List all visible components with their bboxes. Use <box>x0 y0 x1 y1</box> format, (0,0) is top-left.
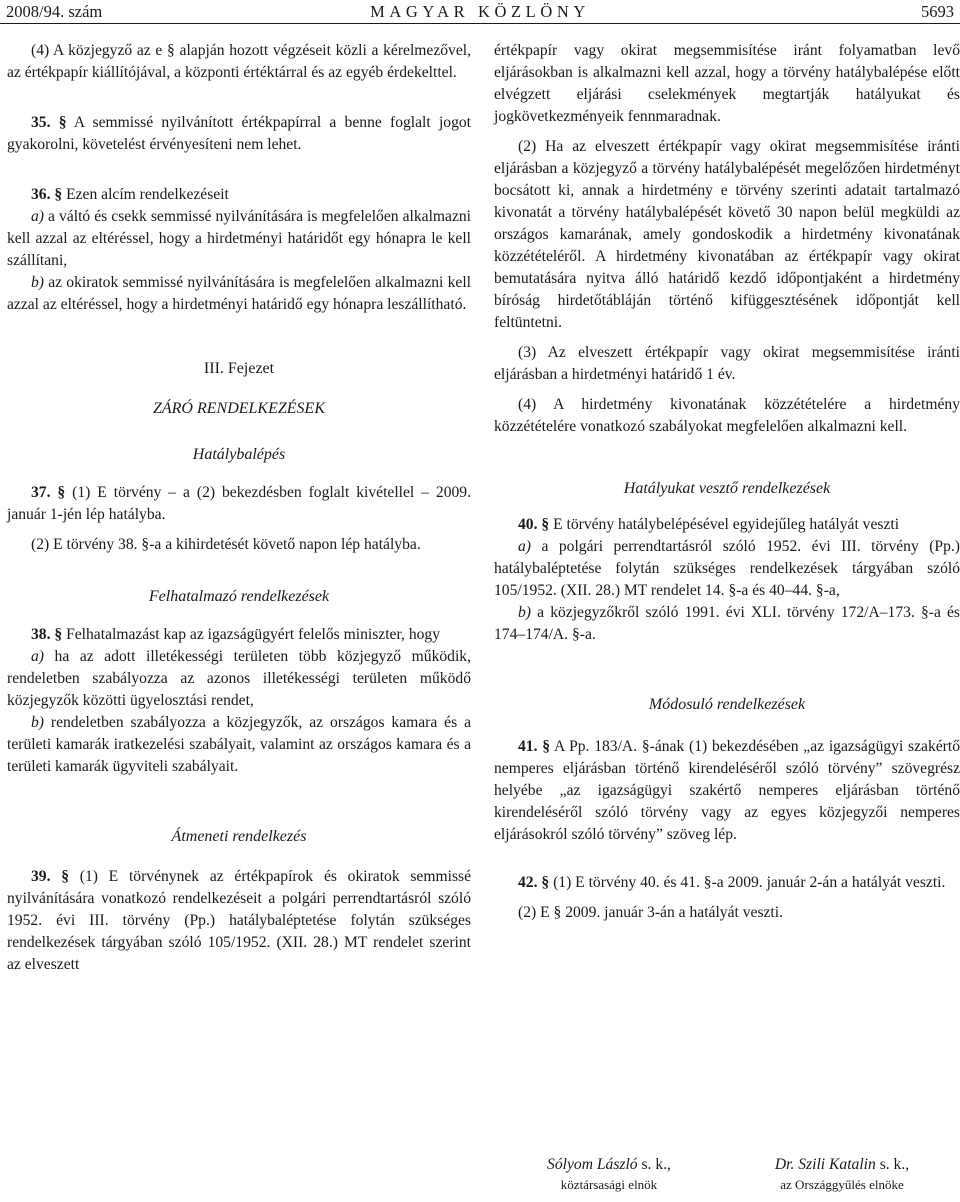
section-36 <box>7 184 471 206</box>
section-number: 38. § <box>31 626 63 643</box>
section-38 <box>7 624 471 646</box>
section-text: Ezen alcím rendelkezéseit <box>62 186 229 203</box>
issue-number: 2008/94. szám <box>6 2 103 21</box>
section-text: Felhatalmazást kap az igazságügyért felelős miniszter, hogy <box>62 626 441 643</box>
subheading-felhatalmazo: Felhatalmazó rendelkezések <box>148 588 330 605</box>
section-text: (1) E törvénynek az értékpapírok és okiratok semmissé nyilvánítására vonatkozó rendelkezéseit a polgári perrendtartásról szóló 1952. évi III. törvény (Pp.) hatálybaléptetése folytán szükséges rendelkezések tárgyában szóló 105/1952. (XII. 28.) MT rendelet szerint az elveszett <box>7 868 472 973</box>
section-37-paragraph-2: (2) E törvény 38. §-a a kihirdetését követő napon lép hatályba. <box>31 536 421 553</box>
subheading-atmeneti: Átmeneti rendelkezés <box>171 828 307 845</box>
section-number: 42. § <box>518 874 550 891</box>
signatory-suffix: s. k., <box>637 1156 671 1173</box>
section-42-paragraph-2: (2) E § 2009. január 3-án a hatályát veszti. <box>518 904 783 921</box>
subheading-hatalybalepes: Hatálybalépés <box>192 446 286 463</box>
section-39-paragraph-2: (2) Ha az elveszett értékpapír vagy okirat megsemmisítése iránti eljárásban a közjegyző a törvény hatálybalépését megelőzően hirdetményt bocsátott ki, annak a hirdetmény e törvény szerinti adatait tartalmazó kivonatát a törvény hatálybalépését követő 30 napon belül megküldi az országos kamarának, amely gondoskodik a hirdetmény kivonatának közzétételéről. A hirdetmény kivonatában az értékpapír vagy okirat bemutatására nyitva álló határidő kezdő időpontjaként a hirdetmény bíróság hirdetőtábláján történő kifüggesztésének időpontját kell feltüntetni. <box>494 138 960 331</box>
section-number: 35. § <box>31 114 67 131</box>
section-number: 39. § <box>31 868 70 885</box>
header-rule <box>0 23 960 24</box>
section-number: 36. § <box>31 186 63 203</box>
section-text: A Pp. 183/A. §-ának (1) bekezdésében „az igazságügyi szakértő nemperes eljárásban történő kirendeléséről szóló törvény” szövegrész helyébe „az igazságügyi szakértő nemperes eljárásban történő kirendeléséről szóló törvény vagy az egyes közjegyzői nemperes eljárásokról szóló törvény” szöveg lép. <box>494 738 960 843</box>
subheading-hatalyukat-veszto: Hatályukat vesztő rendelkezések <box>623 480 831 497</box>
point-letter: b) <box>518 604 531 621</box>
chapter-number: III. Fejezet <box>203 360 275 377</box>
point-text: ha az adott illetékességi területen több közjegyző működik, rendeletben szabályozza az azonos illetékességi területen működő közjegyzők közötti ügyelosztási rendet, <box>7 648 471 709</box>
section-text: E törvény hatálybelépésével egyidejűleg hatályát veszti <box>549 516 900 533</box>
section-35 <box>7 112 471 156</box>
signatory-name: Sólyom László <box>547 1156 638 1173</box>
signatory-suffix: s. k., <box>875 1156 910 1173</box>
chapter-title: ZÁRÓ RENDELKEZÉSEK <box>152 400 325 417</box>
signature-speaker <box>726 1154 958 1194</box>
section-40-point-b <box>494 602 960 646</box>
point-text: a váltó és csekk semmissé nyilvánítására is megfelelően alkalmazni kell azzal az eltéréssel, hogy a hirdetményi határidőt egy hónapra le kell szállítani, <box>7 208 471 269</box>
section-38-point-b <box>7 712 471 778</box>
page-header <box>0 0 960 24</box>
signatory-name: Dr. Szili Katalin <box>774 1156 876 1173</box>
section-39-paragraph-4: (4) A hirdetmény kivonatának közzétételére a hirdetmény közzétételére vonatkozó szabályokat megfelelően alkalmazni kell. <box>494 396 960 435</box>
section-36-point-a <box>7 206 471 272</box>
right-column <box>494 40 960 932</box>
section-41 <box>494 736 960 846</box>
section-39-continued: értékpapír vagy okirat megsemmisítése iránt folyamatban levő eljárásokban is alkalmazni kell azzal, hogy a törvény hatálybalépése előtt elvégzett eljárási cselekmények megtartják hatályukat és jogkövetkezményeik fennmaradnak. <box>494 42 960 125</box>
left-column <box>7 40 471 984</box>
section-39-paragraph-3: (3) Az elveszett értékpapír vagy okirat megsemmisítése iránti eljárásban a hirdetményi határidő 1 év. <box>494 344 960 383</box>
point-text: rendeletben szabályozza a közjegyzők, az országos kamara és a területi kamarák iratkezelési szabályait, valamint az országos kamara és a területi kamarák ügyviteli szabályait. <box>7 714 471 775</box>
section-number: 37. § <box>31 484 66 501</box>
page-number: 5693 <box>921 2 954 21</box>
point-letter: b) <box>31 274 44 291</box>
point-text: az okiratok semmissé nyilvánítására is megfelelően alkalmazni kell azzal az eltéréssel, hogy a hirdetményi határidő egy hónapra leszállítható. <box>7 274 471 313</box>
point-text: a polgári perrendtartásról szóló 1952. évi III. törvény (Pp.) hatálybaléptetése folytán szükséges rendelkezések tárgyában szóló 105/1952. (XII. 28.) MT rendelet 14. §-a és 40–44. §-a, <box>494 538 960 599</box>
subheading-modosulo: Módosuló rendelkezések <box>648 696 806 713</box>
section-text: (1) E törvény – a (2) bekezdésben foglalt kivétellel – 2009. január 1-jén lép hatályba. <box>7 484 471 523</box>
section-text: A semmissé nyilvánított értékpapírral a benne foglalt jogot gyakorolni, követelést érvényesíteni nem lehet. <box>7 114 472 153</box>
section-40 <box>494 514 960 536</box>
signatory-role: köztársasági elnök <box>560 1177 658 1192</box>
point-text: a közjegyzőkről szóló 1991. évi XLI. törvény 172/A–173. §-a és 174–174/A. §-a. <box>494 604 960 643</box>
paragraph-4: (4) A közjegyző az e § alapján hozott végzéseit közli a kérelmezővel, az értékpapír kiállítójával, a központi értéktárral és az egyéb érdekelttel. <box>7 42 471 81</box>
section-42 <box>494 872 960 894</box>
section-40-point-a <box>494 536 960 602</box>
signatory-role: az Országgyűlés elnöke <box>780 1177 904 1192</box>
section-number: 41. § <box>518 738 551 755</box>
section-36-point-b <box>7 272 471 316</box>
publication-title: MAGYAR KÖZLÖNY <box>370 2 590 21</box>
point-letter: a) <box>31 208 44 225</box>
section-number: 40. § <box>518 516 550 533</box>
point-letter: a) <box>31 648 44 665</box>
section-39 <box>7 866 471 976</box>
point-letter: b) <box>31 714 44 731</box>
point-letter: a) <box>518 538 531 555</box>
signature-president <box>494 1154 724 1194</box>
section-37 <box>7 482 471 526</box>
section-text: (1) E törvény 40. és 41. §-a 2009. január 2-án a hatályát veszti. <box>549 874 946 891</box>
section-38-point-a <box>7 646 471 712</box>
